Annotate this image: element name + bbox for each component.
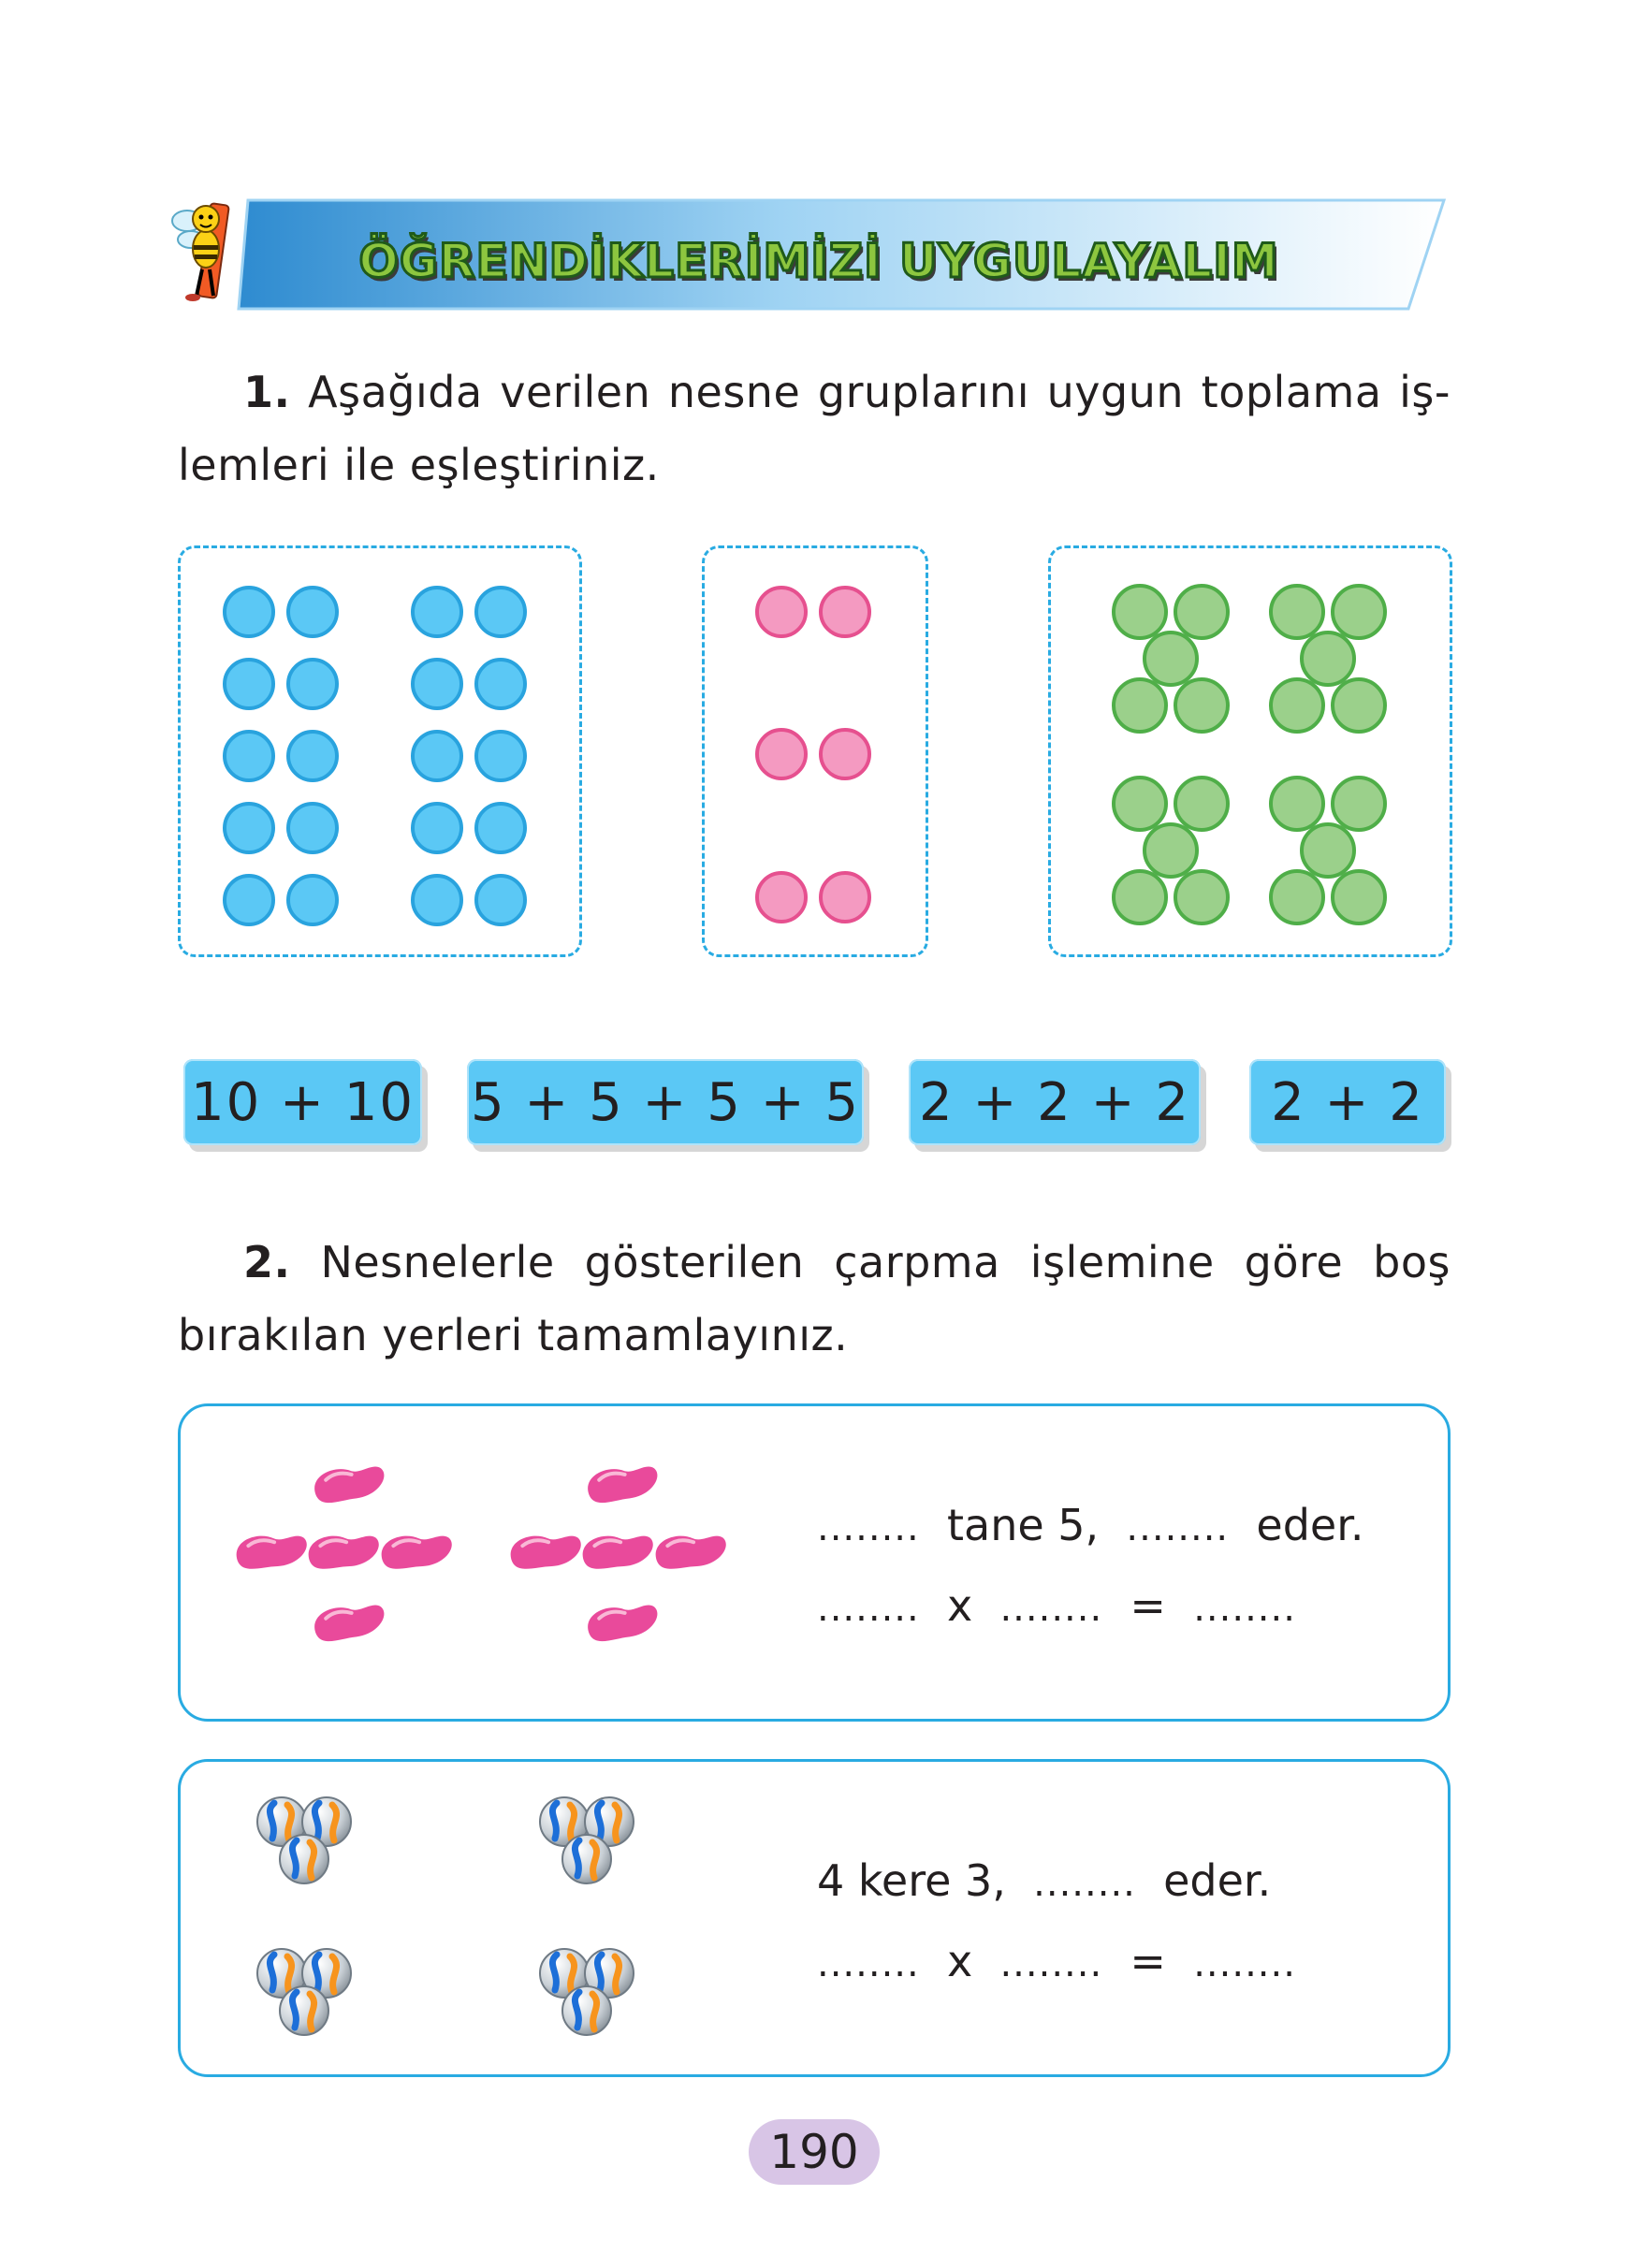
- blue-circle: [474, 874, 527, 926]
- equals-sign: =: [1130, 1580, 1166, 1631]
- jellybean-equation: [817, 1580, 1296, 1631]
- jellybean-icon: [653, 1530, 728, 1572]
- jellybean-icon: [312, 1460, 388, 1506]
- sentence-text: 4 kere 3,: [817, 1855, 1006, 1906]
- marble-icon: [562, 1986, 611, 2035]
- blank-result[interactable]: ........: [1126, 1506, 1230, 1549]
- addition-option-1[interactable]: 10 + 10: [183, 1059, 422, 1145]
- jellybean-group: [227, 1444, 751, 1687]
- blue-circle: [223, 586, 275, 638]
- green-circle: [1112, 869, 1168, 925]
- blue-circle: [223, 730, 275, 782]
- green-circle: [1143, 822, 1199, 879]
- green-circle: [1300, 631, 1356, 687]
- blue-circle: [411, 586, 463, 638]
- blue-circle: [474, 730, 527, 782]
- blank-factor-1[interactable]: ........: [817, 1942, 920, 1985]
- marble-sentence: [817, 1855, 1271, 1906]
- green-circle: [1112, 776, 1168, 832]
- marble-icon: [280, 1986, 328, 2035]
- blank-product[interactable]: ........: [1193, 1942, 1296, 1985]
- sentence-end: eder.: [1256, 1500, 1364, 1550]
- equals-sign: =: [1130, 1936, 1166, 1986]
- addition-option-2[interactable]: 5 + 5 + 5 + 5: [467, 1059, 864, 1145]
- blank-count[interactable]: ........: [817, 1506, 920, 1549]
- blue-circle: [474, 658, 527, 710]
- question-1-instruction: Aşağıda verilen nesne gruplarını uygun toplama iş-lemleri ile eşleştiriniz.: [178, 367, 1451, 490]
- question-2-instruction: Nesnelerle gösterilen çarpma işlemine göre boş bırakılan yerleri tamamlayınız.: [178, 1237, 1451, 1360]
- question-2-number: 2.: [243, 1237, 291, 1287]
- jellybean-icon: [306, 1530, 381, 1572]
- blue-circle: [286, 586, 339, 638]
- pink-circle-group: [702, 545, 928, 957]
- green-circle: [1112, 584, 1168, 640]
- marble-icon: [280, 1835, 328, 1883]
- blue-circle: [223, 802, 275, 854]
- blue-circle: [286, 874, 339, 926]
- blue-circle: [474, 586, 527, 638]
- jellybean-icon: [312, 1598, 388, 1645]
- marble-group: [246, 1781, 686, 2061]
- green-circle: [1143, 631, 1199, 687]
- marble-equation: [817, 1936, 1296, 1986]
- addition-option-3[interactable]: 2 + 2 + 2: [909, 1059, 1201, 1145]
- blue-circle: [286, 658, 339, 710]
- jellybean-icon: [379, 1530, 454, 1572]
- sentence-end: eder.: [1163, 1855, 1272, 1906]
- green-circle: [1174, 584, 1230, 640]
- question-1-text: [178, 356, 1451, 502]
- blank-product[interactable]: ........: [1193, 1587, 1296, 1630]
- blue-circle: [411, 730, 463, 782]
- jellybean-icon: [580, 1530, 655, 1572]
- blank-factor-2[interactable]: ........: [999, 1587, 1103, 1630]
- pink-circle: [755, 871, 808, 923]
- green-circle: [1112, 677, 1168, 734]
- addition-option-4[interactable]: 2 + 2: [1249, 1059, 1446, 1145]
- blue-circle: [286, 802, 339, 854]
- green-circle-group: [1048, 545, 1452, 957]
- blue-circle: [411, 874, 463, 926]
- header-banner: [182, 196, 1446, 313]
- pink-circle: [819, 586, 871, 638]
- jellybean-exercise-box: [178, 1403, 1451, 1722]
- green-circle: [1269, 869, 1325, 925]
- pink-circle: [755, 728, 808, 780]
- marble-icon: [562, 1835, 611, 1883]
- bee-pencil-icon: [168, 191, 253, 313]
- blue-circle: [411, 802, 463, 854]
- multiply-sign: x: [946, 1936, 973, 1986]
- green-circle: [1269, 776, 1325, 832]
- question-2-text: [178, 1226, 1451, 1372]
- green-circle: [1269, 584, 1325, 640]
- blank-factor-1[interactable]: ........: [817, 1587, 920, 1630]
- blue-circle-group: [178, 545, 582, 957]
- marble-exercise-box: [178, 1759, 1451, 2077]
- green-circle: [1331, 584, 1387, 640]
- green-circle: [1331, 869, 1387, 925]
- multiply-sign: x: [946, 1580, 973, 1631]
- blue-circle: [223, 658, 275, 710]
- page-number: 190: [749, 2119, 880, 2185]
- jellybean-icon: [585, 1598, 662, 1645]
- green-circle: [1331, 776, 1387, 832]
- blue-circle: [223, 874, 275, 926]
- green-circle: [1174, 776, 1230, 832]
- green-circle: [1174, 677, 1230, 734]
- green-circle: [1174, 869, 1230, 925]
- green-circle: [1331, 677, 1387, 734]
- pink-circle: [819, 728, 871, 780]
- pink-circle: [819, 871, 871, 923]
- sentence-text: tane 5,: [946, 1500, 1100, 1550]
- question-1-number: 1.: [243, 367, 291, 417]
- green-circle: [1300, 822, 1356, 879]
- jellybean-sentence: [817, 1500, 1364, 1550]
- blue-circle: [286, 730, 339, 782]
- jellybean-icon: [234, 1530, 309, 1572]
- blank-result[interactable]: ........: [1033, 1862, 1136, 1905]
- blue-circle: [474, 802, 527, 854]
- blank-factor-2[interactable]: ........: [999, 1942, 1103, 1985]
- pink-circle: [755, 586, 808, 638]
- jellybean-icon: [585, 1460, 662, 1506]
- jellybean-icon: [508, 1530, 583, 1572]
- blue-circle: [411, 658, 463, 710]
- page-title: ÖĞRENDİKLERİMİZİ UYGULAYALIM: [358, 234, 1279, 288]
- green-circle: [1269, 677, 1325, 734]
